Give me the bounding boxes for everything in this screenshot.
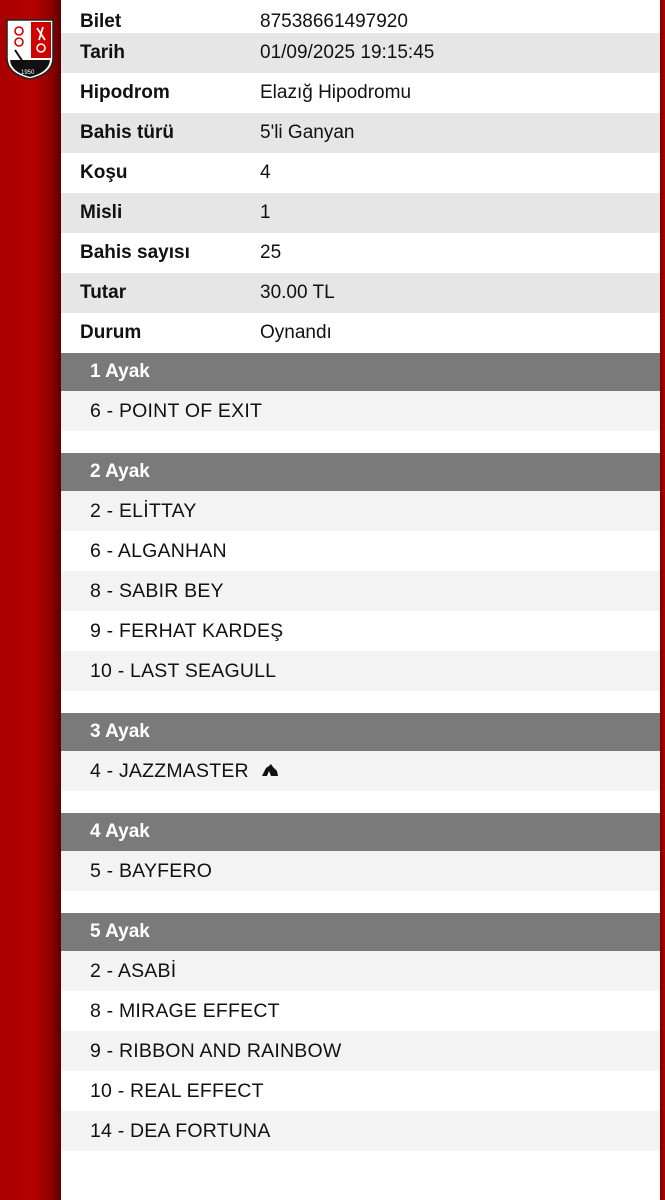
horse-label: 6 - POINT OF EXIT: [90, 399, 263, 422]
leg-spacer: [61, 1151, 660, 1173]
horse-row: [61, 851, 660, 891]
horse-row: [61, 1111, 660, 1151]
leg-horse-list: [61, 751, 660, 791]
horse-label: 5 - BAYFERO: [90, 859, 213, 882]
leg-horse-list: [61, 491, 660, 691]
info-value: Elazığ Hipodromu: [260, 82, 412, 103]
horse-label: 8 - MIRAGE EFFECT: [90, 999, 280, 1022]
horse-row: [61, 1031, 660, 1071]
info-value: 87538661497920: [260, 11, 408, 32]
leg-spacer: [61, 891, 660, 913]
horse-label: 8 - SABIR BEY: [90, 579, 224, 602]
info-value: 1: [260, 202, 271, 223]
info-value: 01/09/2025 19:15:45: [260, 42, 435, 63]
info-label: Bahis sayısı: [80, 242, 190, 263]
horse-row: [61, 951, 660, 991]
leg-header: 4 Ayak: [61, 813, 660, 851]
horse-label: 14 - DEA FORTUNA: [90, 1119, 271, 1142]
leg-header: 5 Ayak: [61, 913, 660, 951]
leg-horse-list: [61, 951, 660, 1151]
horse-row: [61, 571, 660, 611]
horse-head-icon: [261, 763, 279, 780]
leg-spacer: [61, 791, 660, 813]
horse-label: 2 - ELİTTAY: [90, 499, 197, 522]
horse-row: [61, 531, 660, 571]
horse-row: [61, 1071, 660, 1111]
ticket-detail: [61, 0, 660, 1173]
horse-label: 4 - JAZZMASTER: [90, 759, 249, 782]
horse-label: 2 - ASABİ: [90, 959, 177, 982]
info-value: 25: [260, 242, 282, 263]
leg-header: 1 Ayak: [61, 353, 660, 391]
club-logo: [5, 18, 55, 80]
info-label: Tutar: [80, 282, 127, 303]
legs-list: [61, 353, 660, 1173]
info-label: Durum: [80, 322, 142, 343]
horse-label: 10 - LAST SEAGULL: [90, 659, 277, 682]
ticket-info-row: [61, 33, 660, 73]
logo-year: 1950: [21, 70, 35, 76]
info-label: Misli: [80, 202, 123, 223]
left-brand-bar: [0, 0, 61, 1200]
ticket-info-row: [61, 313, 660, 353]
info-value: 5'li Ganyan: [260, 122, 355, 143]
ticket-info-row: [61, 73, 660, 113]
horse-row: [61, 491, 660, 531]
leg-horse-list: [61, 391, 660, 431]
info-label: Hipodrom: [80, 82, 170, 103]
info-label: Bahis türü: [80, 122, 174, 143]
ticket-info-row: [61, 193, 660, 233]
horse-label: 9 - RIBBON AND RAINBOW: [90, 1039, 342, 1062]
ticket-info-row: [61, 233, 660, 273]
ticket-info-table: [61, 0, 660, 353]
horse-label: 10 - REAL EFFECT: [90, 1079, 264, 1102]
horse-row: [61, 611, 660, 651]
ticket-info-row: [61, 113, 660, 153]
info-label: Bilet: [80, 11, 122, 32]
info-value: 30.00 TL: [260, 282, 335, 303]
horse-row: [61, 391, 660, 431]
horse-row: [61, 651, 660, 691]
info-value: 4: [260, 162, 271, 183]
info-value: Oynandı: [260, 322, 332, 343]
right-brand-bar: [660, 0, 665, 1200]
ticket-info-row: [61, 0, 660, 33]
info-label: Koşu: [80, 162, 128, 183]
ticket-info-row: [61, 153, 660, 193]
info-label: Tarih: [80, 42, 126, 63]
horse-row: [61, 991, 660, 1031]
horse-label: 9 - FERHAT KARDEŞ: [90, 619, 284, 642]
leg-horse-list: [61, 851, 660, 891]
leg-header: 2 Ayak: [61, 453, 660, 491]
leg-spacer: [61, 431, 660, 453]
leg-header: 3 Ayak: [61, 713, 660, 751]
ticket-info-row: [61, 273, 660, 313]
leg-spacer: [61, 691, 660, 713]
horse-row: [61, 751, 660, 791]
horse-label: 6 - ALGANHAN: [90, 539, 227, 562]
